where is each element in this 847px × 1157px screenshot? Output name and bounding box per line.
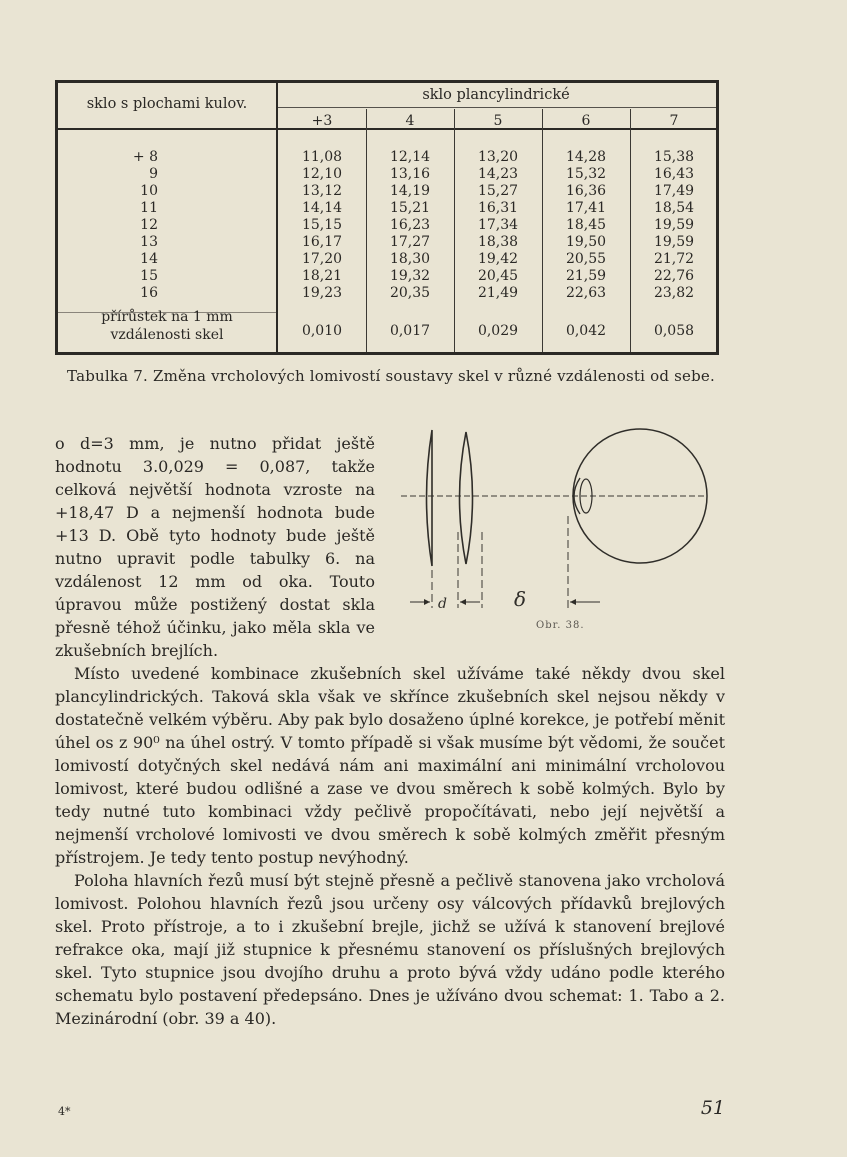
table-cell: 11,08 — [301, 149, 343, 165]
table-cell: 19,42 — [477, 251, 519, 267]
paragraph: Poloha hlavních řezů musí být stejně přesně a pečlivě stanovena jako vrcholová lomivost. Polohou hlavních řezů jsou určeny osy válcových přídavků brejlových skel. Proto přístroje, a to i zkušební brejle, jichž se užívá k stanovení brejlové refrakce oka, mají již stupnice k přesnému stanovení os příslušných brejlových skel. Tyto stupnice jsou dvojího druhu a proto bývá vždy udáno podle kterého schematu bylo postavení předepsáno. Dnes je užíváno dvou schemat: 1. Tabo a 2. Mezinárodní (obr. 39 a 40). — [55, 871, 725, 1028]
table-cell: 18,45 — [565, 217, 607, 233]
row-label: 10 — [140, 183, 158, 199]
table-cell: 14,23 — [477, 166, 519, 182]
table-cell: 14,28 — [565, 149, 607, 165]
table-cell: 15,27 — [477, 183, 519, 199]
column-header: +3 — [311, 113, 333, 129]
table-caption: Tabulka 7. Změna vrcholových lomivostí soustavy skel v různé vzdálenosti od sebe. — [67, 367, 715, 385]
table-cell: 16,17 — [301, 234, 343, 250]
table-cell: 19,59 — [653, 234, 695, 250]
increment-value: 0,010 — [301, 323, 343, 339]
increment-value: 0,058 — [653, 323, 695, 339]
table-cell: 12,10 — [301, 166, 343, 182]
table-cell: 16,36 — [565, 183, 607, 199]
table-subheader-rule — [276, 107, 716, 108]
row-label: 15 — [140, 268, 158, 284]
table-cell: 17,20 — [301, 251, 343, 267]
table-cell: 17,49 — [653, 183, 695, 199]
table-cell: 21,59 — [565, 268, 607, 284]
table-cell: 16,43 — [653, 166, 695, 182]
column-header: 4 — [405, 113, 415, 129]
table-cell: 21,72 — [653, 251, 695, 267]
increment-value: 0,029 — [477, 323, 519, 339]
biconvex-lens — [460, 432, 473, 564]
page-number: 51 — [700, 1097, 725, 1119]
row-label: 11 — [140, 200, 158, 216]
table-cell: 13,20 — [477, 149, 519, 165]
table-cell: 18,30 — [389, 251, 431, 267]
table-cell: 23,82 — [653, 285, 695, 301]
table-cell: 20,35 — [389, 285, 431, 301]
refraction-table — [55, 80, 719, 355]
table-cell: 14,19 — [389, 183, 431, 199]
table-cell: 12,14 — [389, 149, 431, 165]
table-cell: 13,12 — [301, 183, 343, 199]
table-cell: 15,21 — [389, 200, 431, 216]
table-cell: 20,45 — [477, 268, 519, 284]
column-header: 7 — [669, 113, 679, 129]
table-cell: 15,15 — [301, 217, 343, 233]
table-cell: 16,23 — [389, 217, 431, 233]
table-cell: 18,38 — [477, 234, 519, 250]
row-label: 12 — [140, 217, 158, 233]
side-paragraph — [55, 432, 375, 662]
table-cell: 15,38 — [653, 149, 695, 165]
table-cell: 13,16 — [389, 166, 431, 182]
increment-label: vzdálenosti skel — [110, 327, 224, 343]
row-label: 16 — [140, 285, 158, 301]
table-cell: 19,59 — [653, 217, 695, 233]
row-label: 13 — [140, 234, 158, 250]
plano-lens — [427, 430, 433, 566]
lens-eye-diagram — [396, 420, 726, 620]
table-group-header: sklo plancylindrické — [422, 87, 570, 103]
column-header: 5 — [493, 113, 503, 129]
table-cell: 18,54 — [653, 200, 695, 216]
table-cell: 22,63 — [565, 285, 607, 301]
table-cell: 20,55 — [565, 251, 607, 267]
column-header: 6 — [581, 113, 591, 129]
row-label: + 8 — [132, 149, 158, 165]
figure-caption: Obr. 38. — [536, 620, 585, 631]
paragraph: Místo uvedené kombinace zkušebních skel užíváme také někdy dvou skel plancylindrických. Taková skla však ve skřínce zkušebních skel nejsou někdy v dostatečně velkém výběru. Aby pak bylo dosaženo úplné korekce, je potřebí měnit úhel os z 90⁰ na úhel ostrý. V tomto případě si však musíme být vědomi, že součet lomivostí dotyčných skel nedává nám ani maximální ani minimální vrcholovou lomivost, které budou odlišné a zase ve dvou směrech k sobě kolmých. Bylo by tedy nutné tuto kombinaci vždy pečlivě propočítávati, nebo její největší a nejmenší vrcholové lomivosti ve dvou směrech k sobě kolmých změřit přesným přístrojem. Je tedy tento postup nevýhodný. — [55, 664, 725, 867]
table-cell: 19,50 — [565, 234, 607, 250]
table-left-header: sklo s plochami kulov. — [86, 96, 248, 112]
table-cell: 21,49 — [477, 285, 519, 301]
table-cell: 17,34 — [477, 217, 519, 233]
label-delta: δ — [514, 587, 527, 611]
increment-value: 0,017 — [389, 323, 431, 339]
row-label: 14 — [140, 251, 158, 267]
table-cell: 19,23 — [301, 285, 343, 301]
side-paragraph-text: o d=3 mm, je nutno přidat ještě hodnotu 3.0,029 = 0,087, takže celková největší hodnota vzroste na +18,47 D a nejmenší hodnota bude +13 D. Obě tyto hodnoty bude ještě nutno upravit podle tabulky 6. na vzdálenost 12 mm od oka. Touto úpravou může postižený dostat skla přesně téhož účinku, jako měla skla ve zkušebních brejlích. — [55, 434, 375, 660]
table-cell: 18,21 — [301, 268, 343, 284]
table-cell: 15,32 — [565, 166, 607, 182]
table-cell: 17,41 — [565, 200, 607, 216]
table-cell: 16,31 — [477, 200, 519, 216]
table-cell: 14,14 — [301, 200, 343, 216]
figure-38 — [396, 420, 726, 640]
increment-label: přírůstek na 1 mm — [101, 309, 233, 325]
signature-mark: 4* — [58, 1105, 71, 1118]
table-cell: 22,76 — [653, 268, 695, 284]
table-cell: 19,32 — [389, 268, 431, 284]
table-cell: 17,27 — [389, 234, 431, 250]
row-label: 9 — [149, 166, 158, 182]
increment-value: 0,042 — [565, 323, 607, 339]
body-text — [55, 662, 725, 1030]
label-d: d — [438, 596, 447, 612]
